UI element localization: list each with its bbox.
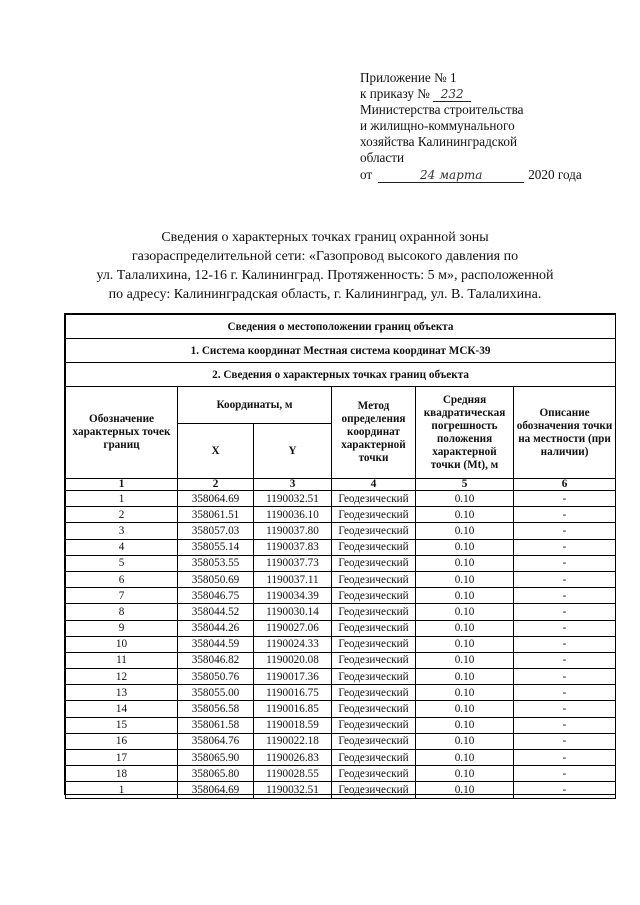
table-row xyxy=(66,750,616,766)
table-row xyxy=(66,555,616,571)
table-row xyxy=(66,523,616,539)
table-row xyxy=(66,620,616,636)
cell-point: 2 xyxy=(66,507,178,523)
cell-x: 358046.75 xyxy=(178,588,254,604)
cell-error: 0.10 xyxy=(416,523,514,539)
table-row xyxy=(66,652,616,668)
cell-method: Геодезический xyxy=(332,539,416,555)
coordinate-system-row xyxy=(66,339,616,363)
table-row xyxy=(66,766,616,782)
column-number: 6 xyxy=(514,479,616,491)
table-row xyxy=(66,782,616,798)
coordinate-system: 1. Система координат Местная система координат МСК-39 xyxy=(66,339,616,363)
cell-x: 358065.90 xyxy=(178,750,254,766)
cell-method: Геодезический xyxy=(332,523,416,539)
cell-error: 0.10 xyxy=(416,636,514,652)
appendix-date-line xyxy=(360,167,610,183)
cell-x: 358057.03 xyxy=(178,523,254,539)
cell-y: 1190032.51 xyxy=(254,782,332,798)
appendix-line-1: Приложение № 1 xyxy=(360,70,457,85)
column-number: 4 xyxy=(332,479,416,491)
cell-x: 358064.76 xyxy=(178,733,254,749)
cell-description: - xyxy=(514,685,616,701)
cell-error: 0.10 xyxy=(416,491,514,507)
cell-point: 16 xyxy=(66,733,178,749)
cell-description: - xyxy=(514,717,616,733)
header-x: X xyxy=(178,424,254,479)
cell-method: Геодезический xyxy=(332,604,416,620)
cell-method: Геодезический xyxy=(332,782,416,798)
cell-x: 358064.69 xyxy=(178,491,254,507)
cell-description: - xyxy=(514,588,616,604)
table-row xyxy=(66,604,616,620)
header-row-1 xyxy=(66,387,616,424)
cell-description: - xyxy=(514,652,616,668)
cell-y: 1190022.18 xyxy=(254,733,332,749)
cell-x: 358046.82 xyxy=(178,652,254,668)
cell-x: 358065.80 xyxy=(178,766,254,782)
cell-x: 358053.55 xyxy=(178,555,254,571)
coordinates-table xyxy=(65,314,616,799)
cell-point: 17 xyxy=(66,750,178,766)
title-line-2: газораспределительной сети: «Газопровод высокого давления по xyxy=(131,249,519,264)
column-number: 3 xyxy=(254,479,332,491)
cell-y: 1190032.51 xyxy=(254,491,332,507)
appendix-line-5: хозяйства Калининградской xyxy=(360,134,518,150)
cell-error: 0.10 xyxy=(416,669,514,685)
cell-error: 0.10 xyxy=(416,555,514,571)
cell-method: Геодезический xyxy=(332,669,416,685)
cell-description: - xyxy=(514,523,616,539)
cell-error: 0.10 xyxy=(416,588,514,604)
cell-y: 1190037.80 xyxy=(254,523,332,539)
cell-point: 10 xyxy=(66,636,178,652)
cell-error: 0.10 xyxy=(416,733,514,749)
table-row xyxy=(66,669,616,685)
points-section-row xyxy=(66,363,616,387)
cell-method: Геодезический xyxy=(332,701,416,717)
table-row xyxy=(66,636,616,652)
cell-error: 0.10 xyxy=(416,701,514,717)
cell-y: 1190030.14 xyxy=(254,604,332,620)
cell-description: - xyxy=(514,636,616,652)
column-number: 2 xyxy=(178,479,254,491)
cell-method: Геодезический xyxy=(332,588,416,604)
cell-point: 7 xyxy=(66,588,178,604)
header-method: Метод определения координат характерной точки xyxy=(332,387,416,479)
cell-description: - xyxy=(514,539,616,555)
header-coords: Координаты, м xyxy=(178,387,332,424)
table-row xyxy=(66,507,616,523)
cell-point: 1 xyxy=(66,782,178,798)
cell-y: 1190034.39 xyxy=(254,588,332,604)
cell-error: 0.10 xyxy=(416,782,514,798)
cell-y: 1190027.06 xyxy=(254,620,332,636)
cell-point: 1 xyxy=(66,491,178,507)
title-line-1: Сведения о характерных точках границ охранной зоны xyxy=(161,230,489,245)
cell-error: 0.10 xyxy=(416,652,514,668)
cell-y: 1190036.10 xyxy=(254,507,332,523)
date-prefix: от xyxy=(360,166,373,182)
table-row xyxy=(66,571,616,587)
table-row xyxy=(66,733,616,749)
cell-x: 358055.00 xyxy=(178,685,254,701)
cell-y: 1190016.85 xyxy=(254,701,332,717)
cell-x: 358061.51 xyxy=(178,507,254,523)
appendix-line-3: Министерства строительства xyxy=(360,102,524,118)
cell-description: - xyxy=(514,701,616,717)
column-number: 1 xyxy=(66,479,178,491)
cell-description: - xyxy=(514,669,616,685)
cell-description: - xyxy=(514,571,616,587)
cell-description: - xyxy=(514,507,616,523)
cell-error: 0.10 xyxy=(416,571,514,587)
order-number-handwritten: 232 xyxy=(433,88,471,102)
cell-point: 5 xyxy=(66,555,178,571)
cell-x: 358056.58 xyxy=(178,701,254,717)
cell-x: 358050.69 xyxy=(178,571,254,587)
cell-y: 1190037.73 xyxy=(254,555,332,571)
cell-point: 12 xyxy=(66,669,178,685)
cell-error: 0.10 xyxy=(416,750,514,766)
cell-point: 9 xyxy=(66,620,178,636)
cell-method: Геодезический xyxy=(332,620,416,636)
cell-x: 358050.76 xyxy=(178,669,254,685)
cell-method: Геодезический xyxy=(332,717,416,733)
cell-point: 14 xyxy=(66,701,178,717)
document-title xyxy=(70,228,580,304)
cell-y: 1190037.83 xyxy=(254,539,332,555)
date-year: 2020 года xyxy=(528,166,582,182)
cell-description: - xyxy=(514,766,616,782)
cell-y: 1190028.55 xyxy=(254,766,332,782)
cell-error: 0.10 xyxy=(416,717,514,733)
cell-point: 4 xyxy=(66,539,178,555)
title-line-3: ул. Талалихина, 12-16 г. Калининград. Протяженность: 5 м», расположенной xyxy=(96,268,554,283)
cell-error: 0.10 xyxy=(416,539,514,555)
cell-error: 0.10 xyxy=(416,685,514,701)
table-row xyxy=(66,588,616,604)
cell-method: Геодезический xyxy=(332,652,416,668)
section-title-row xyxy=(66,315,616,339)
cell-method: Геодезический xyxy=(332,555,416,571)
cell-error: 0.10 xyxy=(416,766,514,782)
cell-point: 8 xyxy=(66,604,178,620)
cell-y: 1190018.59 xyxy=(254,717,332,733)
cell-y: 1190020.08 xyxy=(254,652,332,668)
cell-description: - xyxy=(514,733,616,749)
cell-x: 358044.52 xyxy=(178,604,254,620)
cell-point: 11 xyxy=(66,652,178,668)
cell-y: 1190024.33 xyxy=(254,636,332,652)
cell-method: Геодезический xyxy=(332,750,416,766)
points-section: 2. Сведения о характерных точках границ объекта xyxy=(66,363,616,387)
table-row xyxy=(66,491,616,507)
appendix-order-line xyxy=(360,86,610,102)
cell-description: - xyxy=(514,782,616,798)
cell-description: - xyxy=(514,555,616,571)
date-handwritten: 24 марта xyxy=(378,169,524,183)
cell-method: Геодезический xyxy=(332,636,416,652)
cell-x: 358055.14 xyxy=(178,539,254,555)
cell-point: 18 xyxy=(66,766,178,782)
cell-y: 1190037.11 xyxy=(254,571,332,587)
cell-method: Геодезический xyxy=(332,685,416,701)
cell-x: 358061.58 xyxy=(178,717,254,733)
cell-error: 0.10 xyxy=(416,604,514,620)
column-number-row xyxy=(66,479,616,491)
header-description: Описание обозначения точки на местности (при наличии) xyxy=(514,387,616,479)
cell-method: Геодезический xyxy=(332,733,416,749)
cell-description: - xyxy=(514,604,616,620)
cell-x: 358044.26 xyxy=(178,620,254,636)
cell-description: - xyxy=(514,620,616,636)
cell-point: 15 xyxy=(66,717,178,733)
cell-method: Геодезический xyxy=(332,491,416,507)
table-row xyxy=(66,685,616,701)
appendix-block xyxy=(360,70,610,183)
header-point: Обозначение характерных точек границ xyxy=(66,387,178,479)
cell-point: 13 xyxy=(66,685,178,701)
cell-y: 1190026.83 xyxy=(254,750,332,766)
cell-point: 3 xyxy=(66,523,178,539)
header-error: Средняя квадратическая погрешность положения характерной точки (Mt), м xyxy=(416,387,514,479)
cell-x: 358044.59 xyxy=(178,636,254,652)
header-y: Y xyxy=(254,424,332,479)
cell-y: 1190016.75 xyxy=(254,685,332,701)
cell-x: 358064.69 xyxy=(178,782,254,798)
table-row xyxy=(66,701,616,717)
cell-error: 0.10 xyxy=(416,620,514,636)
section-title: Сведения о местоположении границ объекта xyxy=(66,315,616,339)
table-row xyxy=(66,539,616,555)
appendix-line-6: области xyxy=(360,150,405,166)
cell-error: 0.10 xyxy=(416,507,514,523)
cell-description: - xyxy=(514,491,616,507)
cell-point: 6 xyxy=(66,571,178,587)
coordinates-table-frame xyxy=(64,313,616,795)
cell-y: 1190017.36 xyxy=(254,669,332,685)
table-row xyxy=(66,717,616,733)
cell-method: Геодезический xyxy=(332,571,416,587)
appendix-line-4: и жилищно-коммунального xyxy=(360,118,515,134)
cell-description: - xyxy=(514,750,616,766)
cell-method: Геодезический xyxy=(332,766,416,782)
cell-method: Геодезический xyxy=(332,507,416,523)
column-number: 5 xyxy=(416,479,514,491)
title-line-4: по адресу: Калининградская область, г. Калининград, ул. В. Талалихина. xyxy=(108,287,542,302)
order-prefix: к приказу № xyxy=(360,86,430,102)
